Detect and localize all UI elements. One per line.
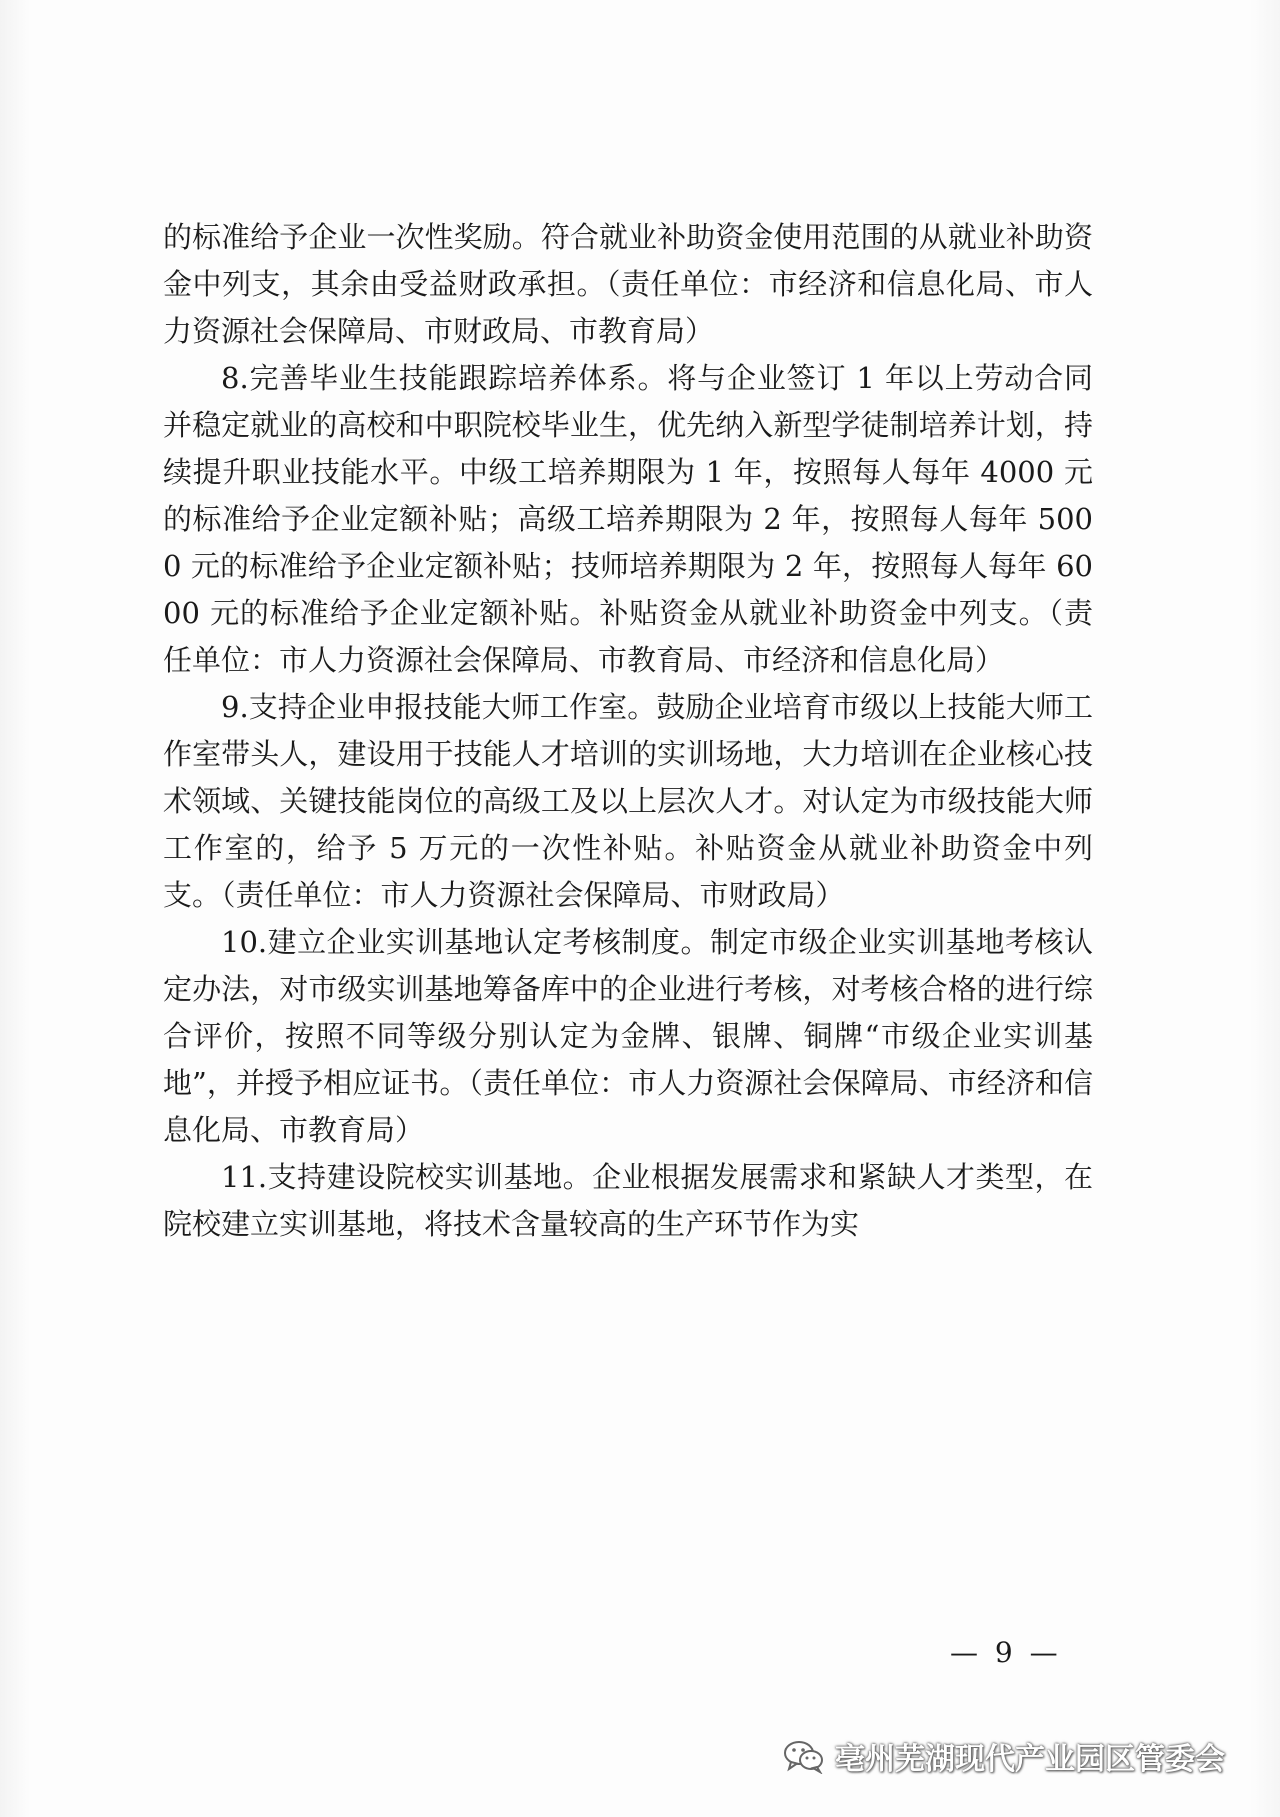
page-number: — 9 —	[950, 1636, 1062, 1669]
watermark	[783, 1734, 1225, 1778]
paragraph-item-10: 10.建立企业实训基地认定考核制度。制定市级企业实训基地考核认定办法，对市级实训基地筹备库中的企业进行考核，对考核合格的进行综合评价，按照不同等级分别认定为金牌、银牌、铜牌“市级企业实训基地”，并授予相应证书。（责任单位：市人力资源社会保障局、市经济和信息化局、市教育局）	[163, 925, 1093, 1147]
document-body	[163, 214, 1093, 1248]
watermark-text: 亳州芜湖现代产业园区管委会	[835, 1742, 1225, 1777]
paragraph-item-8: 8.完善毕业生技能跟踪培养体系。将与企业签订 1 年以上劳动合同并稳定就业的高校和中职院校毕业生，优先纳入新型学徒制培养计划，持续提升职业技能水平。中级工培养期限为 1 年，按照每人每年 4000 元的标准给予企业定额补贴；高级工培养期限为 2 年，按照每人每年 5000 元的标准给予企业定额补贴；技师培养期限为 2 年，按照每人每年 6000 元的标准给予企业定额补贴。补贴资金从就业补助资金中列支。（责任单位：市人力资源社会保障局、市教育局、市经济和信息化局）	[163, 361, 1093, 677]
paragraph-item-11: 11.支持建设院校实训基地。企业根据发展需求和紧缺人才类型，在院校建立实训基地，将技术含量较高的生产环节作为实	[163, 1160, 1093, 1241]
paragraph-continuation: 的标准给予企业一次性奖励。符合就业补助资金使用范围的从就业补助资金中列支，其余由受益财政承担。（责任单位：市经济和信息化局、市人力资源社会保障局、市财政局、市教育局）	[163, 220, 1093, 348]
paragraph-item-9: 9.支持企业申报技能大师工作室。鼓励企业培育市级以上技能大师工作室带头人，建设用于技能人才培训的实训场地，大力培训在企业核心技术领域、关键技能岗位的高级工及以上层次人才。对认定为市级技能大师工作室的，给予 5 万元的一次性补贴。补贴资金从就业补助资金中列支。（责任单位：市人力资源社会保障局、市财政局）	[163, 690, 1093, 912]
wechat-icon	[783, 1738, 825, 1774]
